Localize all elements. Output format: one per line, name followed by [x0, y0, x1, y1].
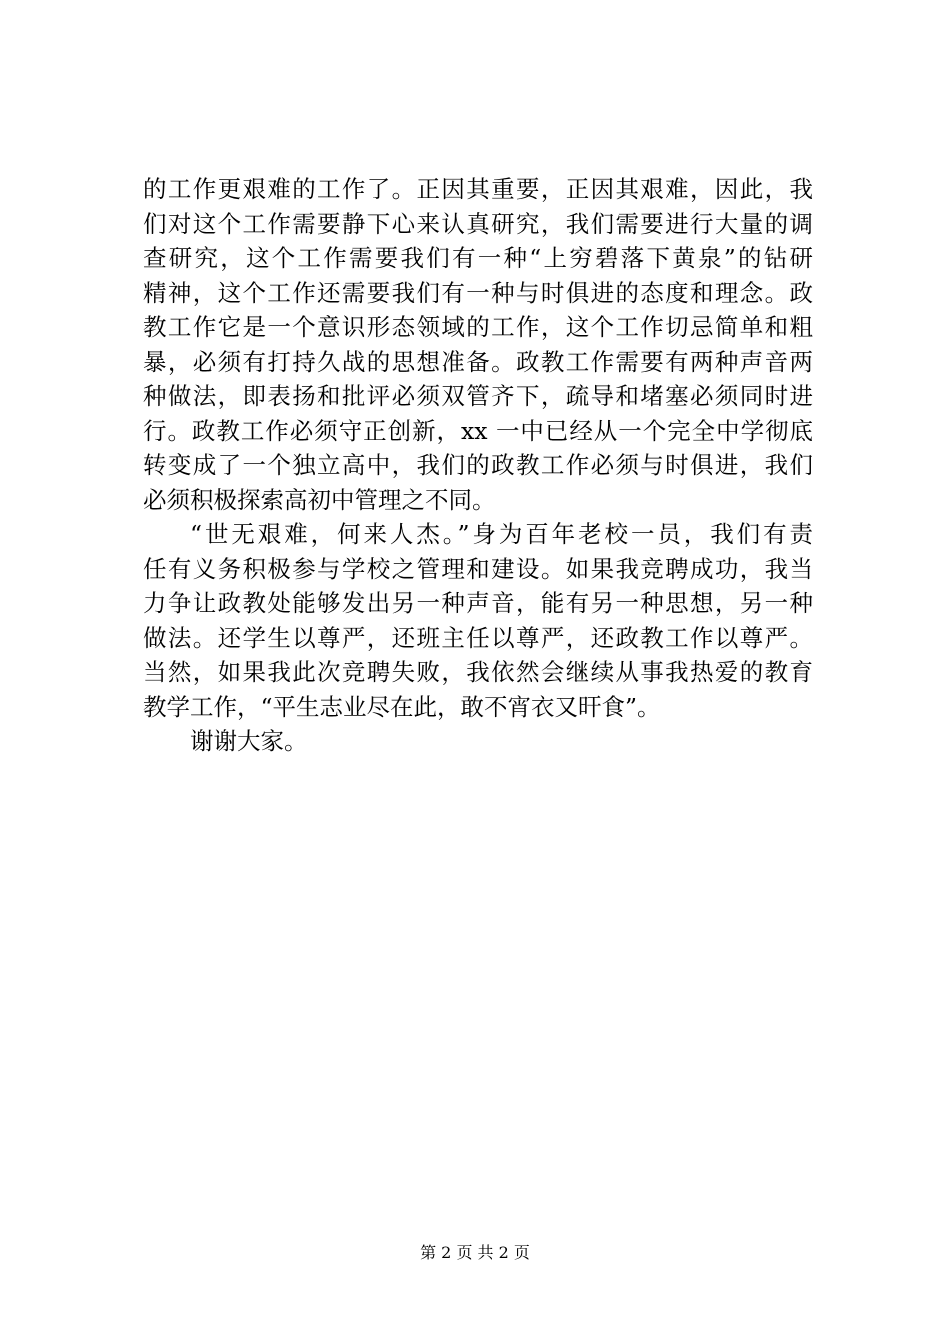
- paragraph-line: 查研究，这个工作需要我们有一种“上穷碧落下黄泉”的钻研: [143, 244, 813, 272]
- paragraph-line: 精神，这个工作还需要我们有一种与时俱进的态度和理念。政: [143, 278, 813, 307]
- paragraph-line: 做法。还学生以尊严，还班主任以尊严，还政教工作以尊严。: [143, 623, 813, 652]
- paragraph-line: 教工作它是一个意识形态领域的工作，这个工作切忌简单和粗: [143, 313, 813, 341]
- paragraph-line: 行。政教工作必须守正创新，xx 一中已经从一个完全中学彻底: [143, 416, 813, 445]
- paragraph-line: 力争让政教处能够发出另一种声音，能有另一种思想，另一种: [143, 589, 813, 617]
- document-body: [143, 172, 813, 759]
- paragraph-line: 谢谢大家。: [190, 727, 308, 755]
- paragraph-line: 们对这个工作需要静下心来认真研究，我们需要进行大量的调: [143, 209, 813, 238]
- paragraph-line: 的工作更艰难的工作了。正因其重要，正因其艰难，因此，我: [143, 175, 813, 203]
- paragraph-line: 任有义务积极参与学校之管理和建设。如果我竞聘成功，我当: [143, 554, 813, 583]
- paragraph-line: 当然，如果我此次竞聘失败，我依然会继续从事我热爱的教育: [143, 658, 813, 686]
- paragraph-line: 转变成了一个独立高中，我们的政教工作必须与时俱进，我们: [143, 451, 813, 479]
- paragraph-line: 教学工作，“平生志业尽在此，敢不宵衣又旰食”。: [143, 692, 661, 721]
- paragraph-line: “世无艰难，何来人杰。”身为百年老校一员，我们有责: [190, 520, 813, 548]
- paragraph-line: 暴，必须有打持久战的思想准备。政教工作需要有两种声音两: [143, 347, 813, 376]
- paragraph-line: 种做法，即表扬和批评必须双管齐下，疏导和堵塞必须同时进: [143, 382, 813, 410]
- page-footer: 第 2 页 共 2 页: [420, 1243, 530, 1262]
- paragraph-line: 必须积极探索高初中管理之不同。: [143, 485, 496, 514]
